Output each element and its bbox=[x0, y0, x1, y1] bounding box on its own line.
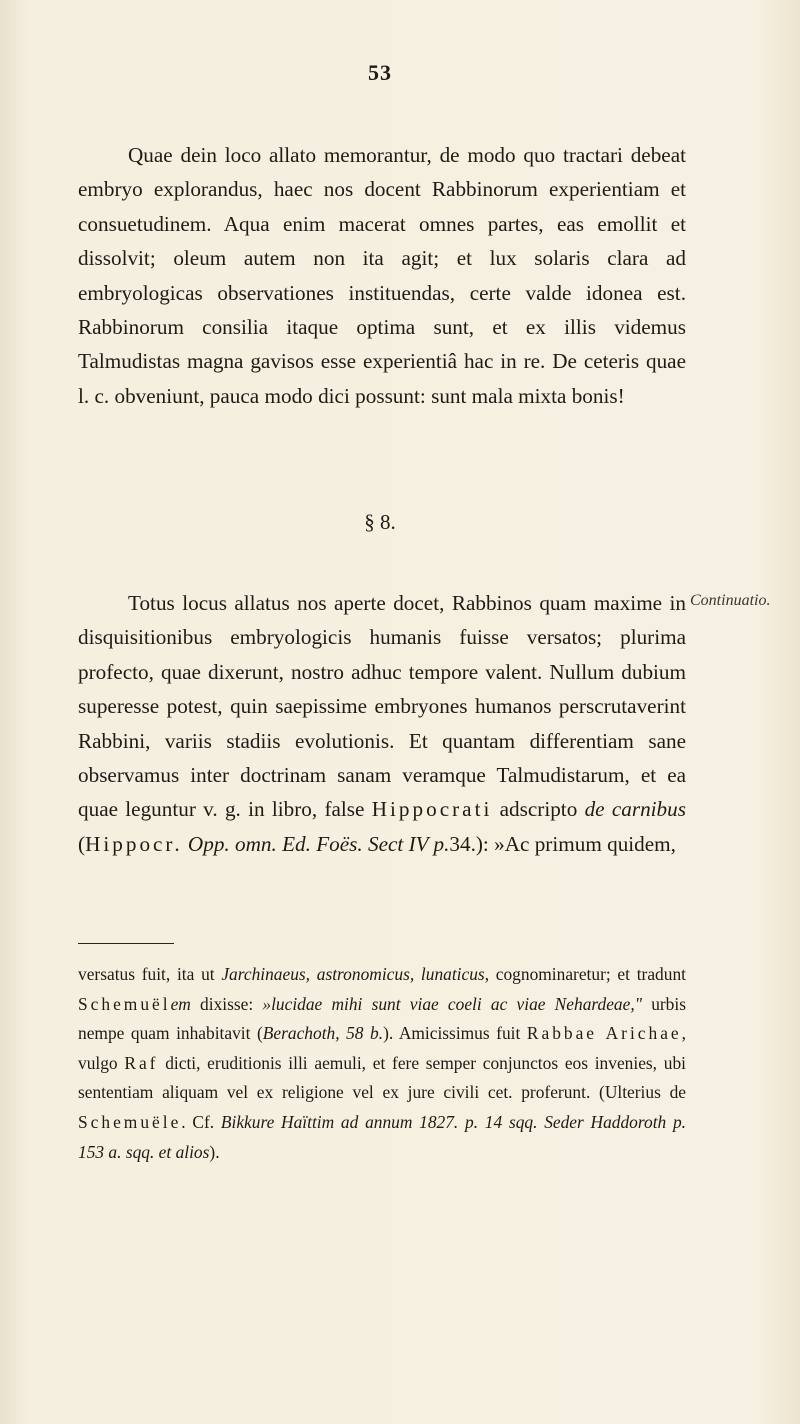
footnote-seg: ). bbox=[209, 1141, 220, 1162]
name-rabbae-arichae: Rabbae Arichae bbox=[526, 1023, 682, 1044]
footnote-seg: ). Amicissimus fuit bbox=[383, 1023, 527, 1044]
main-text-block-2 bbox=[78, 586, 686, 861]
footnote-quote: »lucidae mihi sunt viae coeli ac viae Nehardeae," bbox=[262, 993, 642, 1014]
footnote-seg: , cognominaretur; et tradunt bbox=[484, 964, 686, 984]
paragraph-2-mid-1: adscripto bbox=[492, 797, 585, 822]
page-number: 53 bbox=[368, 60, 392, 85]
reference-edition: Opp. omn. Ed. Foës. Sect IV p. bbox=[187, 831, 450, 856]
author-hippocrates: Hippocrati bbox=[371, 797, 493, 822]
title-de-carnibus: de carnibus bbox=[584, 797, 686, 822]
paragraph-2-text: Totus locus allatus nos aperte docet, Rabbinos quam maxime in disquisitionibus embryologicis humanis fuisse versatos; plurima profecto, quae dixerunt, nostro adhuc tempore valent. Nullum dubium superesse potest, quin saepissime embryones humanos perscrutaverint Rabbini, variis stadiis evolutionis. Et quantam differentiam sane observamus inter doctrinam sanam veramque Talmudistarum, et ea quae leguntur v. g. in libro, false bbox=[78, 591, 686, 822]
paragraph-1: Quae dein loco allato memorantur, de modo quo tractari debeat embryo explorandus, haec nos docent Rabbinorum experientiam et consuetudinem. Aqua enim macerat omnes partes, eas emollit et dissolvit; oleum autem non ita agit; et lux solaris clara ad embryologicas observationes instituendas, certe valde idonea est. Rabbinorum consilia itaque optima sunt, et ex illis videmus Talmudistas magna gavisos esse experientiâ hac in re. De ceteris quae l. c. obveniunt, pauca modo dici possunt: sunt mala mixta bonis! bbox=[78, 143, 686, 408]
main-text-block-1 bbox=[78, 138, 686, 413]
footnote-seg: dixisse: bbox=[190, 993, 263, 1014]
name-raf: Raf bbox=[124, 1052, 159, 1073]
footnote-seg: , vulgo bbox=[78, 1023, 686, 1073]
reference-page: 34. bbox=[449, 831, 476, 856]
footnote-text bbox=[78, 960, 686, 1167]
footnote-seg: urbis nempe quam inhabitavit ( bbox=[78, 993, 686, 1044]
section-heading: § 8. bbox=[364, 510, 396, 534]
paragraph-2-tail: ): »Ac primum quidem, bbox=[475, 831, 676, 856]
footnote-citation: Berachoth, 58 b. bbox=[262, 1023, 384, 1044]
footnote bbox=[78, 960, 686, 1167]
name-schemuel: Schemuël bbox=[78, 993, 171, 1014]
margin-note: Continuatio. bbox=[690, 592, 771, 609]
footnote-divider bbox=[78, 943, 174, 944]
footnote-seg: . Cf. bbox=[181, 1111, 221, 1132]
footnote-italic: Jarchinaeus, astronomicus, lunaticus bbox=[221, 964, 485, 984]
footnote-seg: versatus fuit, ita ut bbox=[78, 964, 222, 984]
footnote-italic: em bbox=[170, 993, 191, 1014]
footnote-seg: dicti, eruditionis illi aemuli, et fere semper conjunctos eos invenies, ubi sententiam aliquam vel ex religione vel ex jure civili cet. proferunt. (Ulterius de bbox=[78, 1052, 686, 1103]
name-schemuele: Schemuële bbox=[78, 1111, 182, 1132]
paragraph-2-mid-2: ( bbox=[78, 831, 86, 856]
paragraph-2 bbox=[78, 586, 686, 861]
author-hippocr: Hippocr. bbox=[85, 831, 183, 856]
footnote-references: Bikkure Haïttim ad annum 1827. p. 14 sqq. Seder Haddoroth p. 153 a. sqq. et alios bbox=[78, 1111, 687, 1162]
